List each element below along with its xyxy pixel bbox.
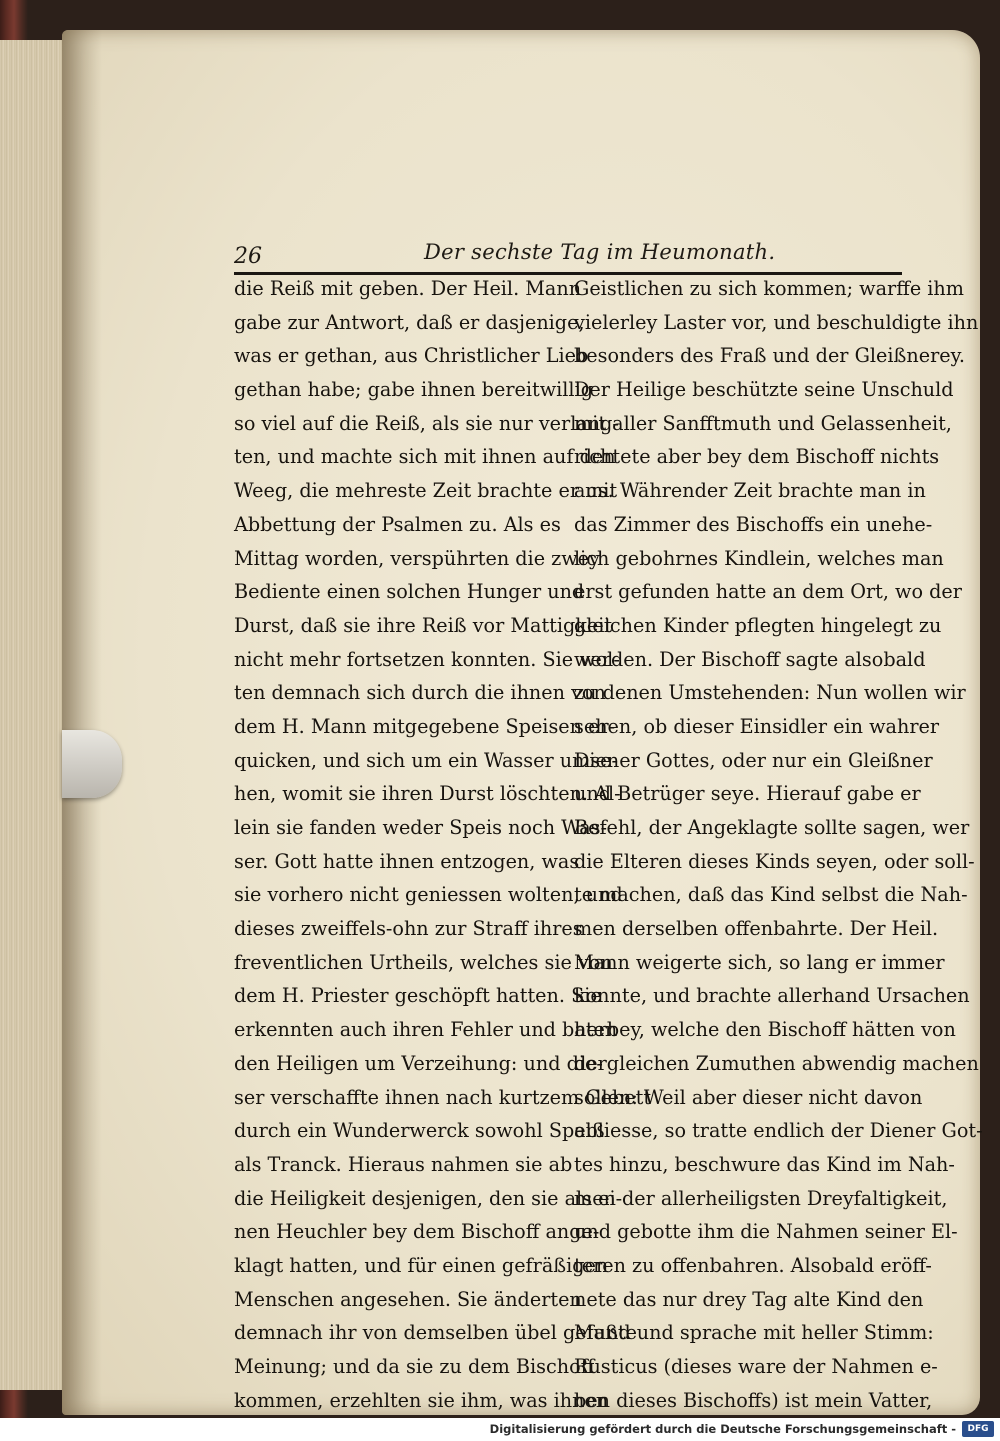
text-line: ten, und machte sich mit ihnen auf den xyxy=(234,445,616,469)
text-line: ser. Gott hatte ihnen entzogen, was xyxy=(234,849,580,873)
text-line: erkennten auch ihren Fehler und baten xyxy=(234,1018,618,1042)
text-line: abliesse, so tratte endlich der Diener Got- xyxy=(574,1119,983,1143)
text-line: den Heiligen um Verzeihung: und die- xyxy=(234,1051,603,1075)
text-line: Mann weigerte sich, so lang er immer xyxy=(574,950,945,974)
text-line: so viel auf die Reiß, als sie nur verlang- xyxy=(234,411,619,435)
text-line: Der Heilige beschützte seine Unschuld xyxy=(574,378,954,402)
page-header xyxy=(234,242,902,275)
text-line: herbey, welche den Bischoff hätten von xyxy=(574,1018,956,1042)
text-line: besonders des Fraß und der Gleißnerey. xyxy=(574,344,965,368)
text-line: ten demnach sich durch die ihnen von xyxy=(234,681,606,705)
text-line: Abbettung der Psalmen zu. Als es xyxy=(234,512,561,536)
text-line: lein sie fanden weder Speis noch Was- xyxy=(234,816,608,839)
text-line: zu denen Umstehenden: Nun wollen wir xyxy=(574,681,966,705)
text-line: quicken, und sich um ein Wasser umse- xyxy=(234,748,618,772)
text-line: kommen, erzehlten sie ihm, was ihnen xyxy=(234,1388,609,1412)
text-line: dergleichen Zumuthen abwendig machen xyxy=(574,1051,979,1075)
text-line: dem H. Mann mitgegebene Speisen er- xyxy=(234,714,616,738)
text-line: dem H. Priester geschöpft hatten. Sie xyxy=(234,984,602,1008)
dfg-logo: DFG xyxy=(962,1421,994,1437)
text-line: Bediente einen solchen Hunger und xyxy=(234,580,585,604)
page-number: 26 xyxy=(234,244,262,269)
text-line: gleichen Kinder pflegten hingelegt zu xyxy=(574,613,942,637)
text-line: te machen, daß das Kind selbst die Nah- xyxy=(574,883,968,907)
text-line: sie vorhero nicht geniessen wolten, und xyxy=(234,883,623,907)
footer-bar xyxy=(0,1418,1000,1441)
text-line: Geistlichen zu sich kommen; warffe ihm xyxy=(574,277,964,300)
text-line: als Tranck. Hieraus nahmen sie ab xyxy=(234,1152,573,1176)
text-line: erst gefunden hatte an dem Ort, wo der xyxy=(574,580,962,604)
text-line: Rusticus (dieses ware der Nahmen e- xyxy=(574,1355,938,1378)
text-line: mit aller Sanfftmuth und Gelassenheit, xyxy=(574,411,952,435)
text-line: gabe zur Antwort, daß er dasjenige, xyxy=(234,310,585,334)
text-line: klagt hatten, und für einen gefräßigen xyxy=(234,1253,609,1277)
text-line: demnach ihr von demselben übel gefaßte xyxy=(234,1321,638,1345)
text-line: die Reiß mit geben. Der Heil. Mann xyxy=(234,277,582,300)
text-line: nete das nur drey Tag alte Kind den xyxy=(574,1287,924,1311)
text-line: Durst, daß sie ihre Reiß vor Mattigkeit xyxy=(234,613,613,637)
text-line: nen Heuchler bey dem Bischoff ange- xyxy=(234,1220,600,1244)
text-line: nicht mehr fortsetzen konnten. Sie wol- xyxy=(234,647,620,671)
text-line: Meinung; und da sie zu dem Bischoff xyxy=(234,1355,595,1378)
text-line: freventlichen Urtheils, welches sie von xyxy=(234,950,613,974)
text-line: lich gebohrnes Kindlein, welches man xyxy=(574,546,944,570)
text-line: dieses zweiffels-ohn zur Straff ihres xyxy=(234,917,583,941)
text-line: gethan habe; gabe ihnen bereitwillig xyxy=(234,378,593,402)
text-line: Weeg, die mehreste Zeit brachte er mit xyxy=(234,479,618,503)
text-line: werden. Der Bischoff sagte alsobald xyxy=(574,647,926,671)
page-tab-marker xyxy=(62,730,122,798)
text-line: aus. Währender Zeit brachte man in xyxy=(574,479,926,503)
text-line: Menschen angesehen. Sie änderten xyxy=(234,1287,582,1311)
text-line: die Elteren dieses Kinds seyen, oder soll- xyxy=(574,849,975,873)
text-line: Diener Gottes, oder nur ein Gleißner xyxy=(574,748,933,772)
text-line: tes hinzu, beschwure das Kind im Nah- xyxy=(574,1152,955,1176)
text-line: teren zu offenbahren. Alsobald eröff- xyxy=(574,1253,932,1277)
spine-shadow xyxy=(62,30,102,1415)
text-line: konnte, und brachte allerhand Ursachen xyxy=(574,984,970,1008)
text-line: vielerley Laster vor, und beschuldigte ihn xyxy=(574,310,979,334)
text-line: hen, womit sie ihren Durst löschten. Al- xyxy=(234,782,621,806)
text-line: Befehl, der Angeklagte sollte sagen, wer xyxy=(574,816,970,839)
text-line: Mittag worden, verspührten die zwey xyxy=(234,546,600,570)
text-line: ser verschaffte ihnen nach kurtzem Gebett xyxy=(234,1085,652,1109)
text-column-right xyxy=(574,272,983,1418)
text-line: das Zimmer des Bischoffs ein unehe- xyxy=(574,512,933,536)
text-line: sehen, ob dieser Einsidler ein wahrer xyxy=(574,714,940,738)
text-line: richtete aber bey dem Bischoff nichts xyxy=(574,445,940,469)
footer-credit: Digitalisierung gefördert durch die Deutsche Forschungsgemeinschaft - xyxy=(489,1422,956,1436)
text-line: was er gethan, aus Christlicher Lieb xyxy=(234,344,589,368)
text-line: durch ein Wunderwerck sowohl Speiß xyxy=(234,1119,605,1143)
running-head: Der sechste Tag im Heumonath. xyxy=(424,240,776,264)
text-line: ben dieses Bischoffs) ist mein Vatter, xyxy=(574,1388,933,1412)
text-line: men derselben offenbahrte. Der Heil. xyxy=(574,917,939,941)
text-line: sollen: Weil aber dieser nicht davon xyxy=(574,1085,923,1109)
text-line: Mund und sprache mit heller Stimm: xyxy=(574,1321,934,1345)
text-column-left xyxy=(234,272,652,1418)
text-line: und Betrüger seye. Hierauf gabe er xyxy=(574,782,921,806)
text-line: und gebotte ihm die Nahmen seiner El- xyxy=(574,1220,958,1244)
text-line: men der allerheiligsten Dreyfaltigkeit, xyxy=(574,1186,948,1210)
text-line: die Heiligkeit desjenigen, den sie als ei- xyxy=(234,1186,623,1210)
